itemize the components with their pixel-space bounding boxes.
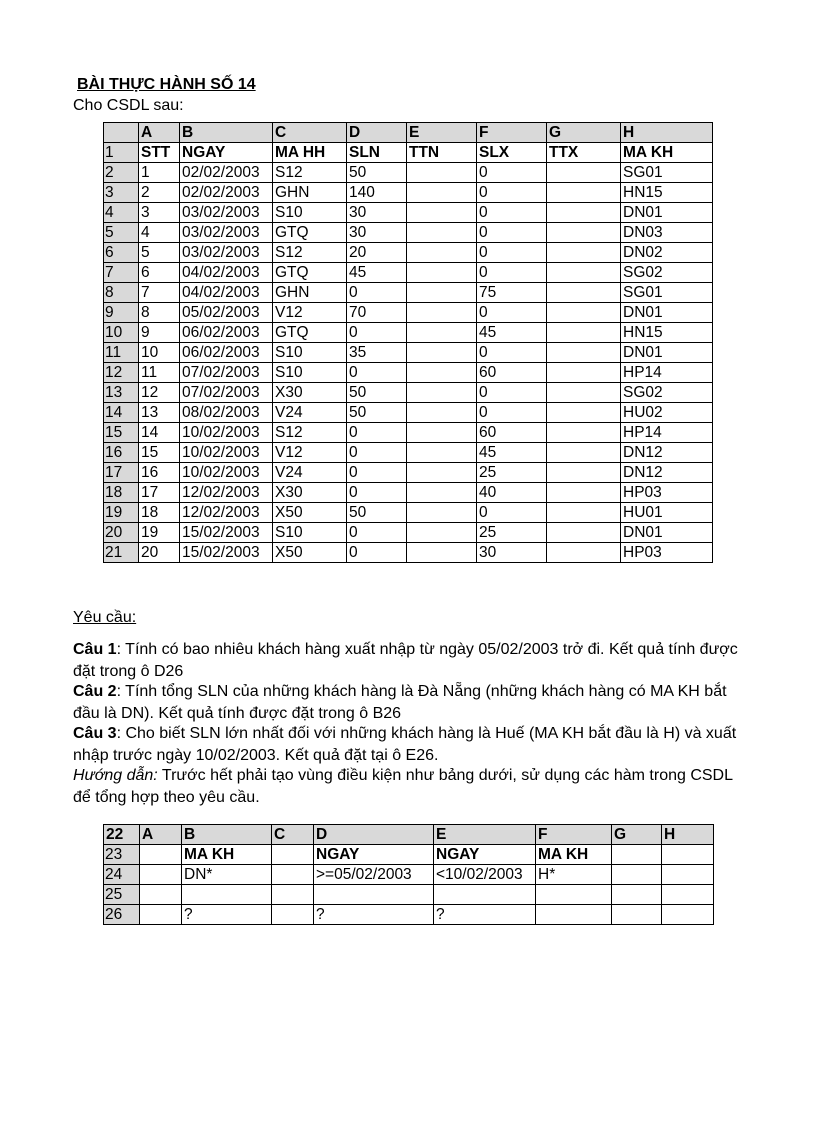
question-2 [73,681,753,724]
table-cell: 07/02/2003 [180,383,273,403]
table-cell [547,363,621,383]
table-cell: 0 [347,323,407,343]
table-cell [547,383,621,403]
table-cell: 7 [139,283,180,303]
table-cell [547,523,621,543]
table-cell: X50 [273,503,347,523]
table-cell [547,243,621,263]
table-row [104,363,713,383]
table-cell: 3 [139,203,180,223]
table-cell: 50 [347,163,407,183]
table-cell: 03/02/2003 [180,243,273,263]
row-number: 20 [104,523,139,543]
table-cell [547,423,621,443]
table-row [104,403,713,423]
table-cell: 50 [347,503,407,523]
table-cell: 20 [139,543,180,563]
table-row [104,383,713,403]
table-row [104,503,713,523]
table-cell [407,543,477,563]
table-cell: X30 [273,383,347,403]
table-cell: 08/02/2003 [180,403,273,423]
table-cell: SLN [347,143,407,163]
table-cell: 0 [477,303,547,323]
row-number: 21 [104,543,139,563]
table-cell: 8 [139,303,180,323]
table-cell: GTQ [273,223,347,243]
page-title: BÀI THỰC HÀNH SỐ 14 [77,76,256,93]
table-cell: 02/02/2003 [180,163,273,183]
table-cell [547,463,621,483]
table-cell [547,283,621,303]
table-cell [407,403,477,423]
criteria-cell [662,865,714,885]
table-cell [547,503,621,523]
table-row [104,223,713,243]
table-cell: 50 [347,403,407,423]
table-row [104,543,713,563]
column-header: G [612,825,662,845]
table-cell [407,323,477,343]
question-2-text: : Tính tổng SLN của những khách hàng là Đà Nẵng (những khách hàng có MA KH bắt đầu là DN). Kết quả tính được đặt trong ô B26 [73,683,727,722]
question-3-text: : Cho biết SLN lớn nhất đối với những khách hàng là Huế (MA KH bắt đầu là H) và xuất nhập trước ngày 10/02/2003. Kết quả đặt tại ô E26. [73,725,737,764]
table-cell: 45 [477,443,547,463]
row-number: 5 [104,223,139,243]
requirements-heading: Yêu cầu: [73,609,137,626]
table-cell: HN15 [621,183,713,203]
table-cell: HN15 [621,323,713,343]
criteria-cell: ? [182,905,272,925]
table-cell: SLX [477,143,547,163]
table-cell: 0 [477,163,547,183]
table-cell [407,523,477,543]
table-cell: 13 [139,403,180,423]
row-number: 18 [104,483,139,503]
criteria-cell [612,885,662,905]
table-cell [407,183,477,203]
criteria-cell [612,865,662,885]
table-row [104,343,713,363]
table-cell [407,463,477,483]
table-cell: 10 [139,343,180,363]
row-number: 16 [104,443,139,463]
table-cell: NGAY [180,143,273,163]
criteria-cell: NGAY [314,845,434,865]
table-cell [547,263,621,283]
table-cell: 0 [477,263,547,283]
table-cell: MA KH [621,143,713,163]
table-row [104,183,713,203]
table-cell: 5 [139,243,180,263]
table-cell: 16 [139,463,180,483]
question-1 [73,639,753,682]
table-cell: DN01 [621,523,713,543]
row-number: 3 [104,183,139,203]
criteria-cell: H* [536,865,612,885]
table-cell: V12 [273,303,347,323]
table-cell: 14 [139,423,180,443]
criteria-cell: MA KH [182,845,272,865]
row-number: 23 [104,845,140,865]
criteria-cell: MA KH [536,845,612,865]
table-cell [547,223,621,243]
row-number: 19 [104,503,139,523]
table-cell [547,443,621,463]
criteria-cell [662,845,714,865]
table-cell: 75 [477,283,547,303]
table-row [104,283,713,303]
table-row [104,263,713,283]
table-cell: S12 [273,243,347,263]
table-cell: DN02 [621,243,713,263]
table-cell: 70 [347,303,407,323]
table-cell [407,383,477,403]
column-header: H [621,123,713,143]
table-cell: S10 [273,363,347,383]
criteria-row [104,905,714,925]
table-cell: 50 [347,383,407,403]
question-2-label: Câu 2 [73,683,117,700]
table-cell: 25 [477,523,547,543]
table-cell: 25 [477,463,547,483]
row-number: 14 [104,403,139,423]
table-cell: 19 [139,523,180,543]
criteria-cell [662,885,714,905]
table-cell: 0 [347,363,407,383]
table-cell: 0 [477,343,547,363]
criteria-cell: NGAY [434,845,536,865]
table-row [104,163,713,183]
table-cell: 0 [347,443,407,463]
row-number: 12 [104,363,139,383]
table-cell: 15 [139,443,180,463]
row-number: 24 [104,865,140,885]
table-row [104,443,713,463]
criteria-cell [272,865,314,885]
criteria-cell [272,885,314,905]
column-header: E [407,123,477,143]
table-cell [407,503,477,523]
table-cell: 02/02/2003 [180,183,273,203]
table-cell: X30 [273,483,347,503]
table-cell: 12 [139,383,180,403]
table-cell: 17 [139,483,180,503]
criteria-cell [182,885,272,905]
hint-label: Hướng dẫn: [73,767,158,784]
table-cell: SG02 [621,263,713,283]
table-cell [407,243,477,263]
table-cell: 05/02/2003 [180,303,273,323]
table-cell [547,543,621,563]
table-cell: 35 [347,343,407,363]
table-cell: 0 [477,203,547,223]
column-header: G [547,123,621,143]
table-cell: DN01 [621,203,713,223]
table-cell: HP03 [621,483,713,503]
column-header: B [180,123,273,143]
table-cell [547,323,621,343]
table-cell: TTX [547,143,621,163]
table-cell: S10 [273,523,347,543]
table-cell: S10 [273,343,347,363]
row-number: 8 [104,283,139,303]
column-header-row [104,123,713,143]
criteria-cell: DN* [182,865,272,885]
table-row [104,303,713,323]
table-cell: DN03 [621,223,713,243]
table-cell: X50 [273,543,347,563]
intro-text: Cho CSDL sau: [73,97,184,114]
table-cell: 0 [477,183,547,203]
criteria-cell: <10/02/2003 [434,865,536,885]
table-cell: 0 [347,543,407,563]
table-cell: 15/02/2003 [180,543,273,563]
column-header: E [434,825,536,845]
table-cell: S10 [273,203,347,223]
table-row [104,483,713,503]
table-cell: 4 [139,223,180,243]
table-cell: 0 [477,243,547,263]
table-row [104,143,713,163]
row-number: 10 [104,323,139,343]
table-cell: 15/02/2003 [180,523,273,543]
table-cell: 0 [347,523,407,543]
column-header: A [140,825,182,845]
table-cell [407,423,477,443]
criteria-cell [140,885,182,905]
table-cell: HP14 [621,363,713,383]
table-cell [547,483,621,503]
table-cell: DN12 [621,443,713,463]
table-cell: SG01 [621,283,713,303]
row-number: 6 [104,243,139,263]
table-cell: STT [139,143,180,163]
criteria-cell: >=05/02/2003 [314,865,434,885]
table-cell: DN01 [621,303,713,323]
table-cell: 0 [477,503,547,523]
table-cell: 0 [477,383,547,403]
table-cell: 40 [477,483,547,503]
table-row [104,423,713,443]
table-cell: 60 [477,423,547,443]
table-cell: 06/02/2003 [180,343,273,363]
table-cell [547,183,621,203]
criteria-table [103,824,714,925]
table-cell: 30 [347,203,407,223]
table-cell: HU02 [621,403,713,423]
table-cell: 18 [139,503,180,523]
table-cell: 12/02/2003 [180,483,273,503]
criteria-cell [536,885,612,905]
table-cell: 30 [477,543,547,563]
table-cell: 03/02/2003 [180,223,273,243]
table-cell: 07/02/2003 [180,363,273,383]
row-number: 17 [104,463,139,483]
column-header: D [347,123,407,143]
row-number: 11 [104,343,139,363]
table-cell: 1 [139,163,180,183]
table-cell: 140 [347,183,407,203]
criteria-cell [662,905,714,925]
table-cell: HU01 [621,503,713,523]
table-cell: 04/02/2003 [180,283,273,303]
table-cell [407,283,477,303]
table-cell: 45 [477,323,547,343]
table-cell: DN01 [621,343,713,363]
column-header: C [273,123,347,143]
table-cell [547,343,621,363]
table-cell [407,263,477,283]
table-cell: SG01 [621,163,713,183]
table-cell: 12/02/2003 [180,503,273,523]
column-header: F [477,123,547,143]
row-number: 9 [104,303,139,323]
row-number: 1 [104,143,139,163]
table-cell: V12 [273,443,347,463]
table-cell: V24 [273,403,347,423]
table-cell: 45 [347,263,407,283]
criteria-cell: ? [434,905,536,925]
table-cell: 0 [347,283,407,303]
table-cell [407,343,477,363]
table-cell: GTQ [273,323,347,343]
table-cell: 0 [347,463,407,483]
table-cell: 03/02/2003 [180,203,273,223]
table-row [104,323,713,343]
table-cell: TTN [407,143,477,163]
column-header: C [272,825,314,845]
table-cell [407,483,477,503]
row-number: 2 [104,163,139,183]
table-cell: 06/02/2003 [180,323,273,343]
criteria-cell [612,845,662,865]
table-cell: 9 [139,323,180,343]
criteria-cell [434,885,536,905]
row-number: 25 [104,885,140,905]
criteria-row [104,845,714,865]
table-cell: 0 [477,403,547,423]
column-header: A [139,123,180,143]
criteria-cell [536,905,612,925]
table-cell: 60 [477,363,547,383]
table-cell: 10/02/2003 [180,463,273,483]
question-1-label: Câu 1 [73,641,117,658]
table-cell: 0 [477,223,547,243]
question-3 [73,723,753,766]
table-cell: HP03 [621,543,713,563]
table-cell: GHN [273,183,347,203]
table-cell [547,303,621,323]
table-cell: V24 [273,463,347,483]
table-cell [407,303,477,323]
table-cell [407,223,477,243]
hint [73,765,753,808]
table-cell: 10/02/2003 [180,443,273,463]
table-cell [547,163,621,183]
question-3-label: Câu 3 [73,725,117,742]
row-number: 4 [104,203,139,223]
table-cell: HP14 [621,423,713,443]
criteria-cell [140,865,182,885]
criteria-row [104,865,714,885]
table-cell: GHN [273,283,347,303]
table-cell [407,163,477,183]
table-cell: 20 [347,243,407,263]
table-cell [407,443,477,463]
table-cell: GTQ [273,263,347,283]
table-cell [547,403,621,423]
table-row [104,243,713,263]
row-number: 26 [104,905,140,925]
table-cell: 6 [139,263,180,283]
table-cell: MA HH [273,143,347,163]
table-cell: 04/02/2003 [180,263,273,283]
column-header: F [536,825,612,845]
table-cell: 0 [347,483,407,503]
table-cell [407,363,477,383]
table-cell: 11 [139,363,180,383]
row-number: 22 [104,825,140,845]
table-cell: S12 [273,163,347,183]
column-header: D [314,825,434,845]
column-header: B [182,825,272,845]
column-header-row [104,825,714,845]
table-row [104,203,713,223]
table-cell [407,203,477,223]
row-number: 13 [104,383,139,403]
table-cell: 10/02/2003 [180,423,273,443]
criteria-cell [140,845,182,865]
question-1-text: : Tính có bao nhiêu khách hàng xuất nhập từ ngày 05/02/2003 trở đi. Kết quả tính được đặt trong ô D26 [73,641,738,680]
criteria-cell [272,905,314,925]
row-number: 15 [104,423,139,443]
table-row [104,463,713,483]
criteria-cell [314,885,434,905]
table-row [104,523,713,543]
row-number: 7 [104,263,139,283]
table-cell: SG02 [621,383,713,403]
table-cell: S12 [273,423,347,443]
criteria-cell: ? [314,905,434,925]
hint-text: Trước hết phải tạo vùng điều kiện như bảng dưới, sử dụng các hàm trong CSDL để tổng hợp theo yêu cầu. [73,767,733,806]
table-cell: 30 [347,223,407,243]
table-cell: DN12 [621,463,713,483]
column-header: H [662,825,714,845]
table-cell: 2 [139,183,180,203]
database-table [103,122,713,563]
table-cell [547,203,621,223]
criteria-cell [612,905,662,925]
criteria-cell [272,845,314,865]
table-cell: 0 [347,423,407,443]
corner-cell [104,123,139,143]
criteria-row [104,885,714,905]
criteria-cell [140,905,182,925]
